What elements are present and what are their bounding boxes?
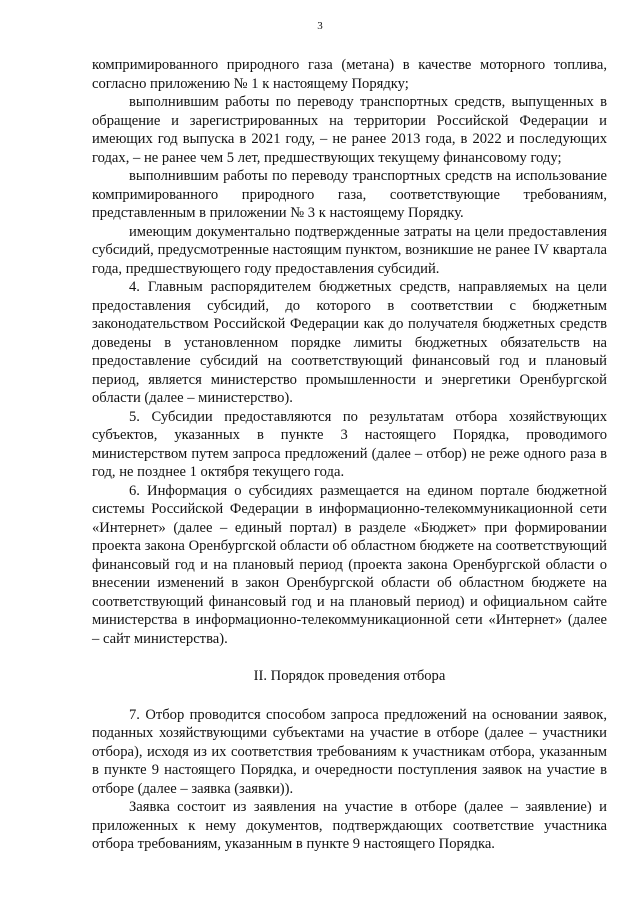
paragraph-application-contents: Заявка состоит из заявления на участие в отборе (далее – заявление) и приложенных к нему документов, подтверждающих соответствие участника отбора требованиям, указанным в пункте 9 настоящего Порядка.: [92, 799, 607, 852]
paragraph-4-main-administrator: 4. Главным распорядителем бюджетных средств, направляемых на цели предоставления субсидий, до которого в соответствии с бюджетным законодательством Российской Федерации как до получателя бюджетных средств доведены в установленном порядке лимиты бюджетных обязательств на предоставление субсидий на соответствующий финансовый год и плановый период, является министерство промышленности и энергетики Оренбургской области (далее – министерство).: [92, 279, 607, 406]
paragraph-continuation: компримированного природного газа (метана) в качестве моторного топлива, согласно приложению № 1 к настоящему Порядку;: [92, 57, 607, 92]
paragraph-conversion-requirements: выполнившим работы по переводу транспортных средств на использование компримированного природного газа, соответствующие требованиям, представленным в приложении № 3 к настоящему Порядку.: [92, 168, 607, 221]
paragraph-7-selection-method: 7. Отбор проводится способом запроса предложений на основании заявок, поданных хозяйствующими субъектами на участие в отборе (далее – участники отбора), исходя из их соответствия требованиям к участникам отбора, указанным в пункте 9 настоящего Порядка, и очередности поступления заявок на участие в отборе (далее – заявка (заявки)).: [92, 706, 607, 797]
paragraph-conversion-vehicles: выполнившим работы по переводу транспортных средств, выпущенных в обращение и зарегистрированных на территории Российской Федерации и имеющих год выпуска в 2021 году, – не ранее 2013 года, в 2022 и последующих годах, – не ранее чем 5 лет, предшествующих текущему финансовому году;: [92, 94, 607, 166]
paragraph-documented-costs: имеющим документально подтвержденные затраты на цели предоставления субсидий, предусмотренные настоящим пунктом, возникшие не ранее IV квартала года, предшествующего году предоставления субсидий.: [92, 223, 607, 277]
paragraph-5-subsidies-selection: 5. Субсидии предоставляются по результатам отбора хозяйствующих субъектов, указанных в пункте 3 настоящего Порядка, проводимого министерством путем запроса предложений (далее – отбор) не реже одного раза в год, не позднее 1 октября текущего года.: [92, 408, 607, 480]
paragraph-6-information-portal: 6. Информация о субсидиях размещается на едином портале бюджетной системы Российской Федерации в информационно-телекоммуникационной сети «Интернет» (далее – единый портал) в разделе «Бюджет» при формировании проекта закона Оренбургской области об областном бюджете на соответствующий финансовый год и на плановый период (проекта закона Оренбургской области о внесении изменений в закон Оренбургской области об областном бюджете на соответствующий финансовый год и на плановый период) и официальном сайте министерства в информационно-телекоммуникационной сети «Интернет» (далее – сайт министерства).: [92, 482, 607, 647]
section-heading: II. Порядок проведения отбора: [253, 668, 446, 684]
page-number: 3: [317, 20, 323, 32]
document-body: [92, 56, 607, 854]
